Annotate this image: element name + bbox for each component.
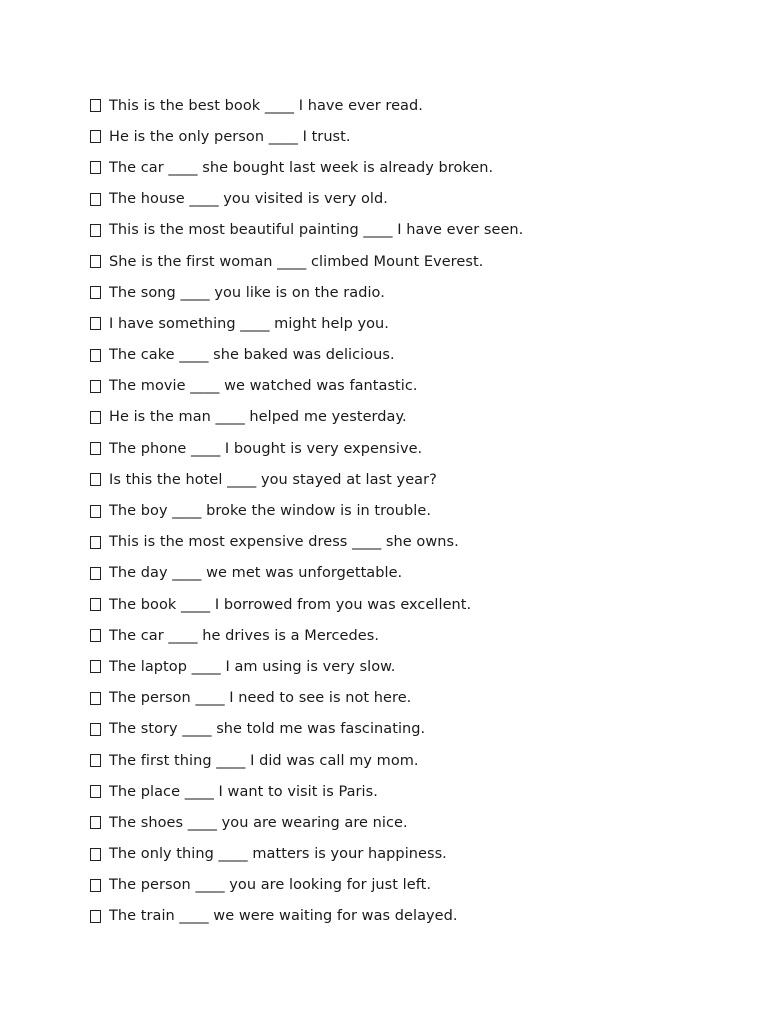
missing-glyph-box-icon	[90, 442, 101, 455]
missing-glyph-box-icon	[90, 848, 101, 861]
sentence-text: She is the first woman ____ climbed Mount Everest.	[109, 253, 484, 270]
sentence-text: The shoes ____ you are wearing are nice.	[109, 814, 408, 831]
list-item	[90, 433, 730, 464]
sentence-text: The day ____ we met was unforgettable.	[109, 565, 403, 582]
list-item	[90, 464, 730, 495]
sentence-text: This is the most expensive dress ____ she owns.	[109, 534, 459, 551]
missing-glyph-box-icon	[90, 286, 101, 299]
list-item	[90, 402, 730, 433]
list-item	[90, 776, 730, 807]
missing-glyph-box-icon	[90, 536, 101, 549]
sentence-text: The person ____ you are looking for just left.	[109, 877, 432, 894]
list-item	[90, 246, 730, 277]
sentence-text: I have something ____ might help you.	[109, 315, 389, 332]
sentence-text: The car ____ she bought last week is already broken.	[109, 159, 494, 176]
sentence-text: The train ____ we were waiting for was delayed.	[109, 908, 458, 925]
missing-glyph-box-icon	[90, 411, 101, 424]
missing-glyph-box-icon	[90, 816, 101, 829]
sentence-text: The cake ____ she baked was delicious.	[109, 347, 395, 364]
list-item	[90, 745, 730, 776]
missing-glyph-box-icon	[90, 473, 101, 486]
sentence-text: The car ____ he drives is a Mercedes.	[109, 627, 379, 644]
sentence-text: This is the most beautiful painting ____ I have ever seen.	[109, 222, 524, 239]
sentence-text: The first thing ____ I did was call my mom.	[109, 752, 419, 769]
sentence-text: The house ____ you visited is very old.	[109, 191, 388, 208]
missing-glyph-box-icon	[90, 193, 101, 206]
list-item	[90, 527, 730, 558]
missing-glyph-box-icon	[90, 255, 101, 268]
sentence-text: He is the only person ____ I trust.	[109, 128, 351, 145]
list-item	[90, 589, 730, 620]
missing-glyph-box-icon	[90, 879, 101, 892]
list-item	[90, 340, 730, 371]
sentence-text: The place ____ I want to visit is Paris.	[109, 783, 378, 800]
sentence-text: The book ____ I borrowed from you was excellent.	[109, 596, 472, 613]
sentence-text: The person ____ I need to see is not here.	[109, 690, 412, 707]
missing-glyph-box-icon	[90, 161, 101, 174]
missing-glyph-box-icon	[90, 754, 101, 767]
worksheet	[90, 90, 730, 932]
sentence-text: The song ____ you like is on the radio.	[109, 284, 385, 301]
list-item	[90, 152, 730, 183]
sentence-text: He is the man ____ helped me yesterday.	[109, 409, 407, 426]
missing-glyph-box-icon	[90, 380, 101, 393]
missing-glyph-box-icon	[90, 629, 101, 642]
list-item	[90, 371, 730, 402]
exercise-list	[90, 90, 730, 932]
missing-glyph-box-icon	[90, 692, 101, 705]
list-item	[90, 620, 730, 651]
list-item	[90, 839, 730, 870]
sentence-text: The phone ____ I bought is very expensive.	[109, 440, 423, 457]
list-item	[90, 277, 730, 308]
list-item	[90, 558, 730, 589]
list-item	[90, 121, 730, 152]
list-item	[90, 870, 730, 901]
list-item	[90, 90, 730, 121]
missing-glyph-box-icon	[90, 598, 101, 611]
sentence-text: This is the best book ____ I have ever read.	[109, 97, 423, 114]
list-item	[90, 714, 730, 745]
sentence-text: Is this the hotel ____ you stayed at last year?	[109, 471, 437, 488]
sentence-text: The story ____ she told me was fascinating.	[109, 721, 426, 738]
list-item	[90, 308, 730, 339]
list-item	[90, 215, 730, 246]
missing-glyph-box-icon	[90, 317, 101, 330]
list-item	[90, 901, 730, 932]
list-item	[90, 495, 730, 526]
missing-glyph-box-icon	[90, 130, 101, 143]
list-item	[90, 807, 730, 838]
missing-glyph-box-icon	[90, 723, 101, 736]
sentence-text: The movie ____ we watched was fantastic.	[109, 378, 418, 395]
sentence-text: The only thing ____ matters is your happiness.	[109, 846, 447, 863]
missing-glyph-box-icon	[90, 910, 101, 923]
list-item	[90, 651, 730, 682]
missing-glyph-box-icon	[90, 99, 101, 112]
missing-glyph-box-icon	[90, 567, 101, 580]
list-item	[90, 683, 730, 714]
sentence-text: The laptop ____ I am using is very slow.	[109, 658, 396, 675]
missing-glyph-box-icon	[90, 349, 101, 362]
missing-glyph-box-icon	[90, 224, 101, 237]
missing-glyph-box-icon	[90, 660, 101, 673]
missing-glyph-box-icon	[90, 785, 101, 798]
missing-glyph-box-icon	[90, 505, 101, 518]
sentence-text: The boy ____ broke the window is in trouble.	[109, 503, 431, 520]
list-item	[90, 184, 730, 215]
